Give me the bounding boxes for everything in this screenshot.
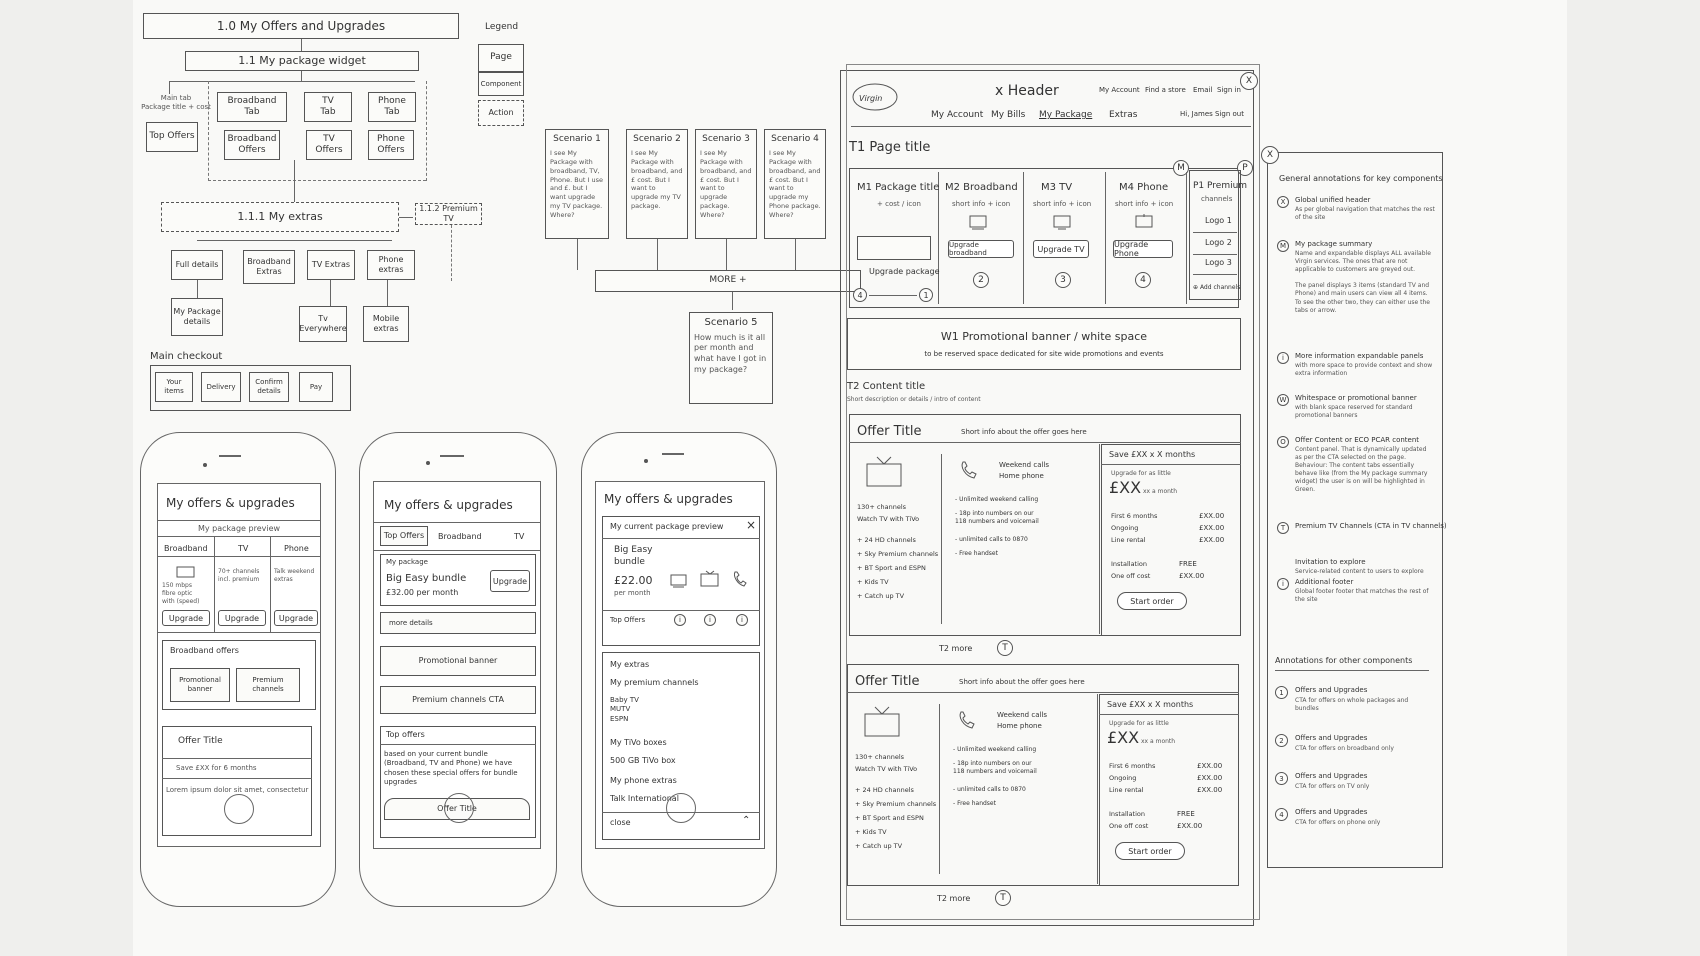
content-sub: Short description or details / intro of content bbox=[847, 396, 981, 403]
offer-phone-item: - unlimited calls to 0870 bbox=[953, 786, 1026, 793]
offer-start-order-button[interactable]: Start order bbox=[1115, 842, 1185, 860]
annotation-key: W bbox=[1277, 394, 1289, 406]
annotation-other-title: Offers and Upgrades bbox=[1295, 772, 1368, 780]
sitemap-tv-extras: TV Extras bbox=[307, 250, 355, 280]
nav-top-signin[interactable]: Sign in bbox=[1217, 86, 1241, 94]
offer-price-sub: xx a month bbox=[1141, 738, 1176, 745]
p3-title: My offers & upgrades bbox=[604, 492, 733, 506]
premium-logo-1: Logo 1 bbox=[1205, 216, 1232, 225]
p1-offer-title: Offer Title bbox=[178, 736, 223, 746]
p1-offers-label: Broadband offers bbox=[170, 646, 239, 655]
annotation-title: Global unified header bbox=[1295, 196, 1371, 204]
annotation-other-body: CTA for offers on phone only bbox=[1295, 819, 1381, 826]
offer-row2-label: Installation bbox=[1111, 560, 1148, 568]
legend-page: Page bbox=[478, 44, 524, 72]
p3-tv-icon bbox=[700, 570, 720, 588]
scenario-4 bbox=[764, 129, 826, 239]
offer-row-value: £XX.00 bbox=[1197, 762, 1223, 770]
p2-tab-tv[interactable]: TV bbox=[514, 532, 525, 541]
module-3-upgrade[interactable]: Upgrade TV bbox=[1033, 240, 1089, 258]
offer-more[interactable]: T2 more bbox=[937, 894, 971, 903]
annotation-key: i bbox=[1277, 578, 1289, 590]
p2-top-offers: Top offers bbox=[386, 730, 425, 739]
premium-title: P1 Premium bbox=[1193, 181, 1248, 191]
p3-info-icon-2[interactable]: i bbox=[704, 614, 716, 626]
scenario-5-text: How much is it all per month and what have I got in my package? bbox=[694, 332, 767, 374]
offer-tv-item: + BT Sport and ESPN bbox=[857, 564, 926, 572]
nav-top-store[interactable]: Find a store bbox=[1145, 86, 1186, 94]
p3-extras-5: My phone extras bbox=[610, 776, 677, 785]
nav-top-email[interactable]: Email bbox=[1193, 86, 1213, 94]
p3-top-offers[interactable]: Top Offers bbox=[610, 616, 646, 624]
annotation-title: Offer Content or ECO PCAR content bbox=[1295, 436, 1420, 444]
annotation-key: X bbox=[1277, 196, 1289, 208]
sitemap-offers-phone: Phone Offers bbox=[368, 130, 414, 160]
sketch-sheet bbox=[133, 0, 1567, 956]
annotation-key: M bbox=[1277, 240, 1289, 252]
offer-tv-icon bbox=[863, 706, 903, 740]
offer-col-divider bbox=[1097, 694, 1098, 884]
marker-4-left: 4 bbox=[853, 288, 867, 302]
checkout-step-delivery: Delivery bbox=[201, 372, 241, 402]
offer-tv-item: + Catch up TV bbox=[857, 592, 905, 600]
sitemap-top-offers: Top Offers bbox=[146, 122, 198, 152]
module-1-upgrade[interactable]: Upgrade package bbox=[869, 267, 940, 276]
p2-premium-cta[interactable]: Premium channels CTA bbox=[380, 686, 536, 714]
offer-price: £XX bbox=[1107, 728, 1140, 747]
annotation-other-title: Offers and Upgrades bbox=[1295, 734, 1368, 742]
marker-p: P bbox=[1237, 160, 1253, 176]
annotations-close[interactable]: X bbox=[1261, 146, 1279, 164]
premium-sub: channels bbox=[1201, 195, 1233, 203]
checkout-step-confirm: Confirm details bbox=[249, 372, 289, 402]
offer-phone-item: - 18p into numbers on our 118 numbers and voicemail bbox=[955, 510, 1039, 526]
module-3-sub: short info + icon bbox=[1033, 200, 1092, 208]
offer-phone-icon bbox=[959, 460, 979, 480]
module-2-num: 2 bbox=[973, 272, 989, 288]
offer-row2-value: £XX.00 bbox=[1177, 822, 1203, 830]
sitemap-offers-broadband: Broadband Offers bbox=[224, 130, 280, 160]
offer-col-divider bbox=[1099, 444, 1100, 634]
p1-offer-body: Lorem ipsum dolor sit amet, consectetur bbox=[166, 786, 309, 794]
sitemap-premium-tv: 1.1.2 Premium TV bbox=[415, 203, 482, 225]
sitemap-extras: 1.1.1 My extras bbox=[161, 202, 399, 232]
scenario-2 bbox=[626, 129, 688, 239]
sitemap-offers-tv: TV Offers bbox=[306, 130, 352, 160]
virgin-logo-text: Virgin bbox=[859, 94, 883, 103]
offer-row-value: £XX.00 bbox=[1199, 536, 1225, 544]
m2-router-icon bbox=[969, 214, 989, 230]
scenario-5 bbox=[689, 312, 773, 404]
scenario-text: I see My Package with broadband, TV, Phone. But I use and £. but I want upgrade my TV package. Where? bbox=[550, 149, 603, 219]
p1-card-promo[interactable]: Promotional banner bbox=[170, 668, 230, 702]
legend-component: Component bbox=[478, 72, 524, 96]
p3-home-button[interactable] bbox=[666, 793, 696, 823]
marker-m: M bbox=[1173, 160, 1189, 176]
offer-tv-info: 130+ channels Watch TV with TiVo bbox=[855, 753, 918, 773]
p1-upgrade-broadband[interactable]: Upgrade bbox=[162, 610, 210, 626]
p1-subtitle: My package preview bbox=[198, 524, 281, 533]
sitemap-package-details: My Package details bbox=[171, 298, 223, 336]
scenario-text: I see My Package with broadband, and £ cost. But I want to upgrade my Phone package. Where? bbox=[769, 149, 821, 219]
annotation-other-body: CTA for offers on TV only bbox=[1295, 783, 1370, 790]
m4-phone-icon bbox=[1135, 214, 1155, 230]
sitemap-broadband-extras: Broadband Extras bbox=[243, 250, 295, 284]
scenario-title: Scenario 4 bbox=[771, 134, 819, 144]
p2-upgrade[interactable]: Upgrade bbox=[490, 570, 530, 592]
offer-tv-item: + Kids TV bbox=[855, 828, 887, 836]
annotation-other-title: Offers and Upgrades bbox=[1295, 808, 1368, 816]
annotation-body: with more space to provide context and show extra information bbox=[1295, 362, 1433, 378]
offer-price: £XX bbox=[1109, 478, 1142, 497]
p2-more-details[interactable] bbox=[380, 612, 536, 634]
scenario-text: I see My Package with broadband, and £ cost. But I want to upgrade package. Where? bbox=[700, 149, 752, 219]
scenario-3 bbox=[695, 129, 757, 239]
offer-row-label: Ongoing bbox=[1109, 774, 1137, 782]
sitemap-tab-tv: TV Tab bbox=[304, 92, 352, 122]
p1-card-premium[interactable]: Premium channels bbox=[236, 668, 300, 702]
offer-row-label: Line rental bbox=[1109, 786, 1144, 794]
premium-add-label: Add channels bbox=[1199, 284, 1241, 291]
offer-phone-item: - Free handset bbox=[953, 800, 996, 807]
p3-info-icon-1[interactable]: i bbox=[674, 614, 686, 626]
offer-row-value: £XX.00 bbox=[1199, 524, 1225, 532]
marker-1: 1 bbox=[919, 288, 933, 302]
p1-title: My offers & upgrades bbox=[166, 496, 295, 510]
p1-home-button[interactable] bbox=[224, 794, 254, 824]
offer-tv-item: + Kids TV bbox=[857, 578, 889, 586]
phone-mockup-1 bbox=[140, 432, 336, 907]
module-4-num: 4 bbox=[1135, 272, 1151, 288]
p2-top-offers-body: based on your current bundle (Broadband, TV and Phone) we have chosen these special offers for bundle upgrades bbox=[384, 750, 518, 787]
annotation-other-body: CTA for offers on broadband only bbox=[1295, 745, 1394, 752]
p1-tab-broadband[interactable]: Broadband bbox=[164, 544, 208, 553]
offer-title: Offer Title bbox=[855, 674, 920, 689]
offer-t-marker: T bbox=[997, 640, 1013, 656]
scenario-title: Scenario 3 bbox=[702, 134, 750, 144]
offer-more[interactable]: T2 more bbox=[939, 644, 973, 653]
annotation-other-key: 2 bbox=[1275, 734, 1288, 747]
legend-title: Legend bbox=[485, 22, 519, 32]
offer-row2-label: One off cost bbox=[1109, 822, 1149, 830]
p3-extras-0: My extras bbox=[610, 660, 650, 669]
annotation-other-key: 3 bbox=[1275, 772, 1288, 785]
annotation-body: As per global navigation that matches the rest of the site bbox=[1295, 206, 1435, 222]
m3-tv-icon bbox=[1053, 214, 1073, 230]
page-title: T1 Page title bbox=[849, 140, 931, 155]
nav-main-account[interactable]: My Account bbox=[931, 110, 984, 120]
scenario-title: Scenario 1 bbox=[553, 134, 601, 144]
offer-t-marker: T bbox=[995, 890, 1011, 906]
scenario-5-title: Scenario 5 bbox=[704, 317, 758, 328]
module-1-title: M1 Package title bbox=[857, 182, 940, 193]
module-2-sub: short info + icon bbox=[952, 200, 1011, 208]
p2-title: My offers & upgrades bbox=[384, 498, 513, 512]
offer-row2-value: FREE bbox=[1179, 560, 1197, 568]
module-1-sub: + cost / icon bbox=[877, 200, 921, 208]
module-2-upgrade[interactable]: Upgrade broadband bbox=[948, 240, 1014, 258]
p2-home-button[interactable] bbox=[444, 793, 474, 823]
module-3-num: 3 bbox=[1055, 272, 1071, 288]
offer-tv-icon bbox=[865, 456, 905, 490]
offer-row-value: £XX.00 bbox=[1197, 786, 1223, 794]
offer-phone-head: Weekend calls Home phone bbox=[997, 711, 1048, 731]
p1-detail-broadband: 150 mbps fibre optic with (speed) bbox=[162, 582, 200, 606]
offer-short: Short info about the offer goes here bbox=[959, 678, 1085, 686]
annotation-body: Service-related content to users to explore bbox=[1295, 568, 1424, 575]
p3-phone-icon bbox=[732, 570, 748, 588]
header-close-marker: X bbox=[1240, 72, 1258, 90]
p1-offer-save: Save £XX for 6 months bbox=[176, 764, 257, 772]
offer-tv-info: 130+ channels Watch TV with TiVo bbox=[857, 503, 920, 523]
p3-extras-1: My premium channels bbox=[610, 678, 699, 687]
p2-more-details-label: more details bbox=[389, 618, 433, 627]
offer-row-label: Line rental bbox=[1111, 536, 1146, 544]
offer-tv-item: + Catch up TV bbox=[855, 842, 903, 850]
annotation-body: Global footer footer that matches the rest of the site bbox=[1295, 588, 1429, 604]
offer-phone-item: - Unlimited weekend calling bbox=[953, 746, 1037, 753]
module-4-title: M4 Phone bbox=[1119, 182, 1169, 193]
offer-price-divider bbox=[1101, 464, 1241, 465]
module-2-title: M2 Broadband bbox=[945, 182, 1018, 193]
annotation-body: Content panel. That is dynamically updated as per the CTA selected on the page. Behaviour: The content tabs essentially behave like (from the My package summary widget) the user is on will be highlighted in Green. bbox=[1295, 446, 1428, 494]
p3-per-month: per month bbox=[614, 589, 651, 597]
p2-offer-title[interactable]: Offer Title bbox=[384, 798, 530, 820]
module-1-image bbox=[857, 236, 931, 260]
offer-row2-value: FREE bbox=[1177, 810, 1195, 818]
content-title: T2 Content title bbox=[847, 381, 926, 392]
p2-tab-broadband[interactable]: Broadband bbox=[438, 532, 482, 541]
scenario-more: MORE + bbox=[595, 270, 861, 292]
offer-row2-label: Installation bbox=[1109, 810, 1146, 818]
annotation-title: Premium TV Channels (CTA in TV channels) bbox=[1295, 522, 1447, 530]
annotations-heading: General annotations for key components bbox=[1279, 174, 1443, 183]
annotation-title: More information expandable panels bbox=[1295, 352, 1424, 360]
premium-logo-3: Logo 3 bbox=[1205, 258, 1232, 267]
p3-bundle: Big Easy bundle bbox=[614, 545, 653, 568]
annotation-other-key: 1 bbox=[1275, 686, 1288, 699]
checkout-label: Main checkout bbox=[150, 351, 223, 362]
offer-phone-item: - unlimited calls to 0870 bbox=[955, 536, 1028, 543]
sitemap-tv-everywhere: Tv Everywhere bbox=[299, 306, 347, 342]
offer-upgrade-for: Upgrade for as little bbox=[1109, 720, 1169, 727]
main-tab-note: Main tab Package title + cost bbox=[141, 94, 211, 112]
offer-tv-item: + BT Sport and ESPN bbox=[855, 814, 924, 822]
phone-mockup-2 bbox=[359, 432, 557, 907]
p3-preview: My current package preview bbox=[610, 522, 724, 531]
offer-row-label: Ongoing bbox=[1111, 524, 1139, 532]
offer-divider bbox=[847, 692, 1239, 693]
p3-info-icon-3[interactable]: i bbox=[736, 614, 748, 626]
nav-top-account[interactable]: My Account bbox=[1099, 86, 1140, 94]
p3-extras-3: My TiVo boxes bbox=[610, 738, 667, 747]
annotation-body: with blank space reserved for standard promotional banners bbox=[1295, 404, 1413, 420]
annotation-key: O bbox=[1277, 436, 1289, 448]
checkout-step-items: Your items bbox=[155, 372, 193, 402]
p3-close[interactable]: close bbox=[610, 818, 631, 827]
p3-chevron-up-icon[interactable]: ⌃ bbox=[742, 815, 751, 826]
offer-tv-item: + 24 HD channels bbox=[857, 536, 916, 544]
offer-upgrade-for: Upgrade for as little bbox=[1111, 470, 1171, 477]
sitemap-phone-extras: Phone extras bbox=[367, 250, 415, 280]
offer-start-order-button[interactable]: Start order bbox=[1117, 592, 1187, 610]
offer-row-label: First 6 months bbox=[1111, 512, 1158, 520]
offer-tv-item: + Sky Premium channels bbox=[855, 800, 937, 808]
offer-tv-item: + Sky Premium channels bbox=[857, 550, 939, 558]
annotations-other-heading: Annotations for other components bbox=[1275, 656, 1413, 665]
nav-signout[interactable]: Sign out bbox=[1215, 110, 1244, 118]
p2-tab-top-offers[interactable]: Top Offers bbox=[380, 526, 428, 546]
offer-price-sub: xx a month bbox=[1143, 488, 1178, 495]
offer-phone-item: - 18p into numbers on our 118 numbers and voicemail bbox=[953, 760, 1037, 776]
annotation-title: Invitation to explore bbox=[1295, 558, 1366, 566]
nav-main-bills[interactable]: My Bills bbox=[991, 110, 1026, 120]
annotation-key: i bbox=[1277, 352, 1289, 364]
p1-detail-phone: Talk weekend extras bbox=[274, 568, 315, 584]
annotation-title: My package summary bbox=[1295, 240, 1373, 248]
scenario-text: I see My Package with broadband, and £ cost. But I want to upgrade my TV package. bbox=[631, 149, 683, 210]
p1-upgrade-phone[interactable]: Upgrade bbox=[274, 610, 318, 626]
p3-extras-6: Talk International bbox=[610, 794, 679, 803]
offer-row2-label: One off cost bbox=[1111, 572, 1151, 580]
p3-extras-4: 500 GB TiVo box bbox=[610, 756, 676, 765]
p2-bundle[interactable]: Big Easy bundle bbox=[386, 573, 467, 584]
sitemap-tab-broadband: Broadband Tab bbox=[217, 92, 287, 122]
legend-action: Action bbox=[478, 100, 524, 126]
annotation-body: Name and expandable displays ALL available Virgin services. The ones that are not applicable to customers are greyed out. The panel displays 3 items (standard TV and Phone) and main users can view all 4 items. To see the other two, they can either use the tabs or arrow. bbox=[1295, 250, 1431, 314]
p1-router-icon bbox=[176, 564, 196, 580]
p3-close-icon[interactable]: × bbox=[746, 518, 757, 532]
offer-col-divider bbox=[939, 704, 940, 874]
checkout-step-pay: Pay bbox=[299, 372, 333, 402]
sitemap-mobile-extras: Mobile extras bbox=[363, 306, 409, 342]
offer-col-divider bbox=[941, 454, 942, 624]
nav-main-package[interactable]: My Package bbox=[1039, 110, 1093, 120]
premium-add[interactable]: ⊕ Add channels bbox=[1193, 284, 1241, 291]
premium-logo-2: Logo 2 bbox=[1205, 238, 1232, 247]
nav-main-extras[interactable]: Extras bbox=[1109, 110, 1138, 120]
module-4-sub: short info + icon bbox=[1115, 200, 1174, 208]
annotation-title: Additional footer bbox=[1295, 578, 1354, 586]
scenario-1 bbox=[545, 129, 609, 239]
p2-promo-banner[interactable]: Promotional banner bbox=[380, 646, 536, 676]
annotation-title: Whitespace or promotional banner bbox=[1295, 394, 1417, 402]
offer-row2-value: £XX.00 bbox=[1179, 572, 1205, 580]
offer-row-value: £XX.00 bbox=[1197, 774, 1223, 782]
offer-price-divider bbox=[1099, 714, 1239, 715]
annotation-other-body: CTA for offers on whole packages and bundles bbox=[1295, 697, 1409, 713]
offer-phone-item: - Unlimited weekend calling bbox=[955, 496, 1039, 503]
sitemap-root: 1.0 My Offers and Upgrades bbox=[143, 13, 459, 39]
sitemap-tab-phone: Phone Tab bbox=[368, 92, 416, 122]
module-3-title: M3 TV bbox=[1041, 182, 1073, 193]
nav-user: Hi, James bbox=[1180, 110, 1213, 118]
offer-row-label: First 6 months bbox=[1109, 762, 1156, 770]
p1-detail-tv: 70+ channels incl. premium bbox=[218, 568, 260, 584]
p3-extras-2: Baby TV MUTV ESPN bbox=[610, 696, 639, 723]
p1-upgrade-tv[interactable]: Upgrade bbox=[218, 610, 266, 626]
desktop-header: x Header bbox=[995, 83, 1059, 99]
sitemap-widget: 1.1 My package widget bbox=[185, 51, 419, 71]
scenario-title: Scenario 2 bbox=[633, 134, 681, 144]
annotation-key: T bbox=[1277, 522, 1289, 534]
promo-banner[interactable] bbox=[847, 318, 1241, 370]
p3-router-icon bbox=[670, 572, 688, 588]
sitemap-full-details: Full details bbox=[171, 250, 223, 280]
offer-phone-item: - Free handset bbox=[955, 550, 998, 557]
offer-save: Save £XX x X months bbox=[1107, 700, 1194, 709]
p1-tab-phone[interactable]: Phone bbox=[284, 544, 309, 553]
banner-title: W1 Promotional banner / white space bbox=[940, 329, 1148, 343]
annotation-other-title: Offers and Upgrades bbox=[1295, 686, 1368, 694]
offer-divider bbox=[849, 442, 1241, 443]
offer-tv-item: + 24 HD channels bbox=[855, 786, 914, 794]
module-4-upgrade[interactable]: Upgrade Phone bbox=[1113, 240, 1173, 258]
offer-row-value: £XX.00 bbox=[1199, 512, 1225, 520]
banner-sub: to be reserved space dedicated for site wide promotions and events bbox=[924, 349, 1164, 358]
offer-title: Offer Title bbox=[857, 424, 922, 439]
p2-price: £32.00 per month bbox=[386, 588, 459, 597]
p1-tab-tv[interactable]: TV bbox=[238, 544, 249, 553]
p2-package-label: My package bbox=[386, 558, 428, 566]
offer-short: Short info about the offer goes here bbox=[961, 428, 1087, 436]
offer-save: Save £XX x X months bbox=[1109, 450, 1196, 459]
offer-phone-head: Weekend calls Home phone bbox=[999, 461, 1050, 481]
phone-mockup-3 bbox=[581, 432, 777, 907]
offer-phone-icon bbox=[957, 710, 977, 730]
annotation-other-key: 4 bbox=[1275, 808, 1288, 821]
p3-price: £22.00 bbox=[614, 574, 653, 587]
